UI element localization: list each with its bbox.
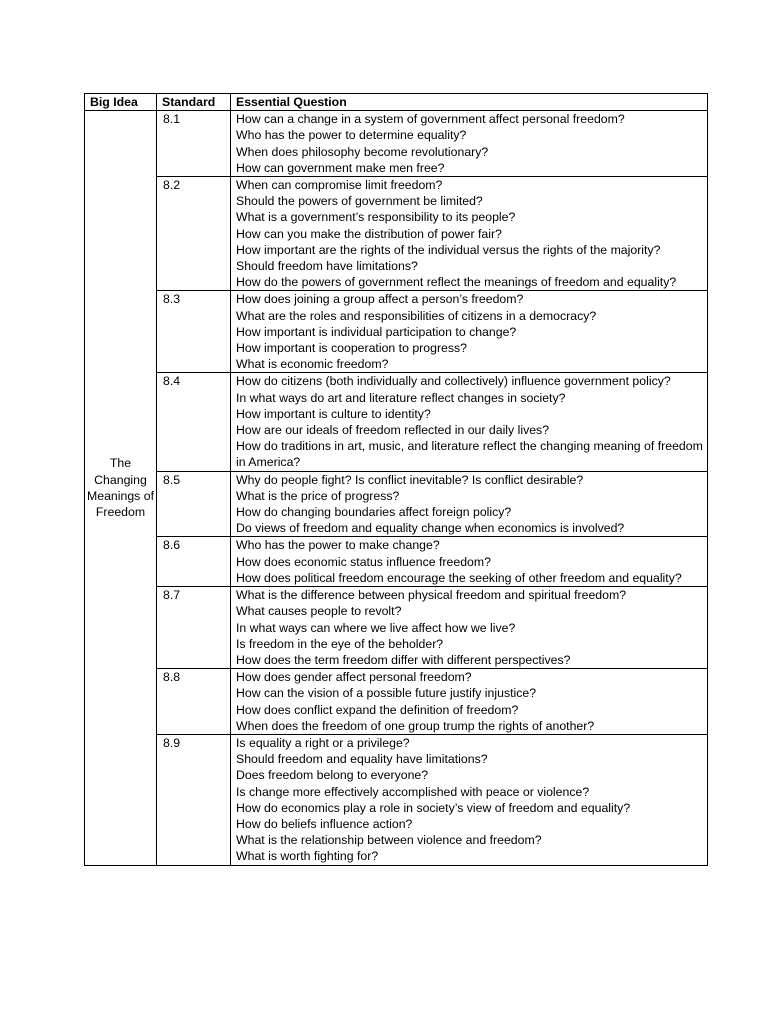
essential-question: How do beliefs influence action? [236, 816, 413, 831]
essential-question: How does the term freedom differ with different perspectives? [236, 652, 571, 667]
essential-question: In what ways do art and literature reflect changes in society? [236, 390, 566, 405]
essential-question: What is the price of progress? [236, 488, 400, 503]
essential-question: Who has the power to determine equality? [236, 128, 467, 143]
essential-question: How does political freedom encourage the seeking of other freedom and equality? [236, 570, 682, 585]
essential-question: Should freedom have limitations? [236, 259, 418, 274]
essential-question: How important is cooperation to progress? [236, 341, 468, 356]
table-row [85, 177, 708, 291]
essential-question: When does the freedom of one group trump the rights of another? [236, 718, 595, 733]
table-row [85, 291, 708, 373]
essential-question: Is equality a right or a privilege? [236, 735, 410, 750]
essential-question: How can a change in a system of government affect personal freedom? [236, 112, 625, 127]
essential-question: How do the powers of government reflect the meanings of freedom and equality? [236, 275, 677, 290]
essential-question: How important is culture to identity? [236, 406, 431, 421]
questions-cell [231, 177, 708, 291]
essential-question: What is economic freedom? [236, 357, 389, 372]
standard-cell: 8.3 [157, 291, 231, 373]
table-row [85, 587, 708, 669]
header-row [85, 94, 708, 111]
essential-question: How do economics play a role in society’s view of freedom and equality? [236, 800, 631, 815]
essential-question: What is a government’s responsibility to its people? [236, 210, 516, 225]
essential-question: How can government make men free? [236, 160, 445, 175]
essential-question: Who has the power to make change? [236, 538, 440, 553]
essential-question: Is freedom in the eye of the beholder? [236, 636, 444, 651]
essential-question: How do traditions in art, music, and literature reflect the changing meaning of freedom in America? [236, 439, 703, 470]
essential-question: Why do people fight? Is conflict inevitable? Is conflict desirable? [236, 472, 584, 487]
table-row [85, 111, 708, 177]
essential-question: How do changing boundaries affect foreign policy? [236, 505, 512, 520]
essential-question: How can you make the distribution of power fair? [236, 226, 502, 241]
standard-cell: 8.9 [157, 734, 231, 865]
header-big-idea: Big Idea [85, 94, 157, 111]
questions-cell [231, 471, 708, 537]
questions-cell [231, 587, 708, 669]
essential-question: What causes people to revolt? [236, 604, 402, 619]
essential-question: What is worth fighting for? [236, 849, 379, 864]
essential-question: What is the relationship between violence and freedom? [236, 833, 542, 848]
table-row [85, 373, 708, 471]
essential-question: Should freedom and equality have limitations? [236, 752, 488, 767]
questions-cell [231, 669, 708, 735]
essential-question: How does joining a group affect a person’s freedom? [236, 292, 524, 307]
questions-cell [231, 734, 708, 865]
essential-question: How does economic status influence freedom? [236, 554, 491, 569]
header-essential-question: Essential Question [231, 94, 708, 111]
questions-cell [231, 291, 708, 373]
essential-question: What are the roles and responsibilities of citizens in a democracy? [236, 308, 597, 323]
header-standard: Standard [157, 94, 231, 111]
essential-question: Does freedom belong to everyone? [236, 768, 429, 783]
table-row [85, 537, 708, 587]
essential-question: When does philosophy become revolutionary? [236, 144, 489, 159]
table-row [85, 669, 708, 735]
essential-question: How important is individual participation to change? [236, 324, 517, 339]
essential-question: When can compromise limit freedom? [236, 178, 443, 193]
standard-cell: 8.5 [157, 471, 231, 537]
standard-cell: 8.4 [157, 373, 231, 471]
essential-question: How do citizens (both individually and collectively) influence government policy? [236, 374, 671, 389]
essential-question: Is change more effectively accomplished with peace or violence? [236, 784, 590, 799]
standard-cell: 8.7 [157, 587, 231, 669]
standard-cell: 8.2 [157, 177, 231, 291]
questions-cell [231, 373, 708, 471]
essential-question: How does conflict expand the definition of freedom? [236, 702, 519, 717]
questions-cell [231, 537, 708, 587]
essential-question: Do views of freedom and equality change when economics is involved? [236, 521, 625, 536]
essential-question: How are our ideals of freedom reflected in our daily lives? [236, 423, 550, 438]
standard-cell: 8.6 [157, 537, 231, 587]
essential-questions-table [84, 93, 708, 866]
essential-question: How important are the rights of the individual versus the rights of the majority? [236, 242, 661, 257]
table-body [85, 111, 708, 865]
standard-cell: 8.8 [157, 669, 231, 735]
big-idea-cell [85, 111, 157, 865]
standard-cell: 8.1 [157, 111, 231, 177]
table-row [85, 471, 708, 537]
essential-question: Should the powers of government be limited? [236, 194, 483, 209]
table-row [85, 734, 708, 865]
essential-question: In what ways can where we live affect how we live? [236, 620, 516, 635]
essential-question: What is the difference between physical freedom and spiritual freedom? [236, 588, 627, 603]
essential-question: How does gender affect personal freedom? [236, 670, 472, 685]
essential-question: How can the vision of a possible future justify injustice? [236, 686, 537, 701]
questions-cell [231, 111, 708, 177]
big-idea-text: The Changing Meanings of Freedom [87, 456, 154, 520]
